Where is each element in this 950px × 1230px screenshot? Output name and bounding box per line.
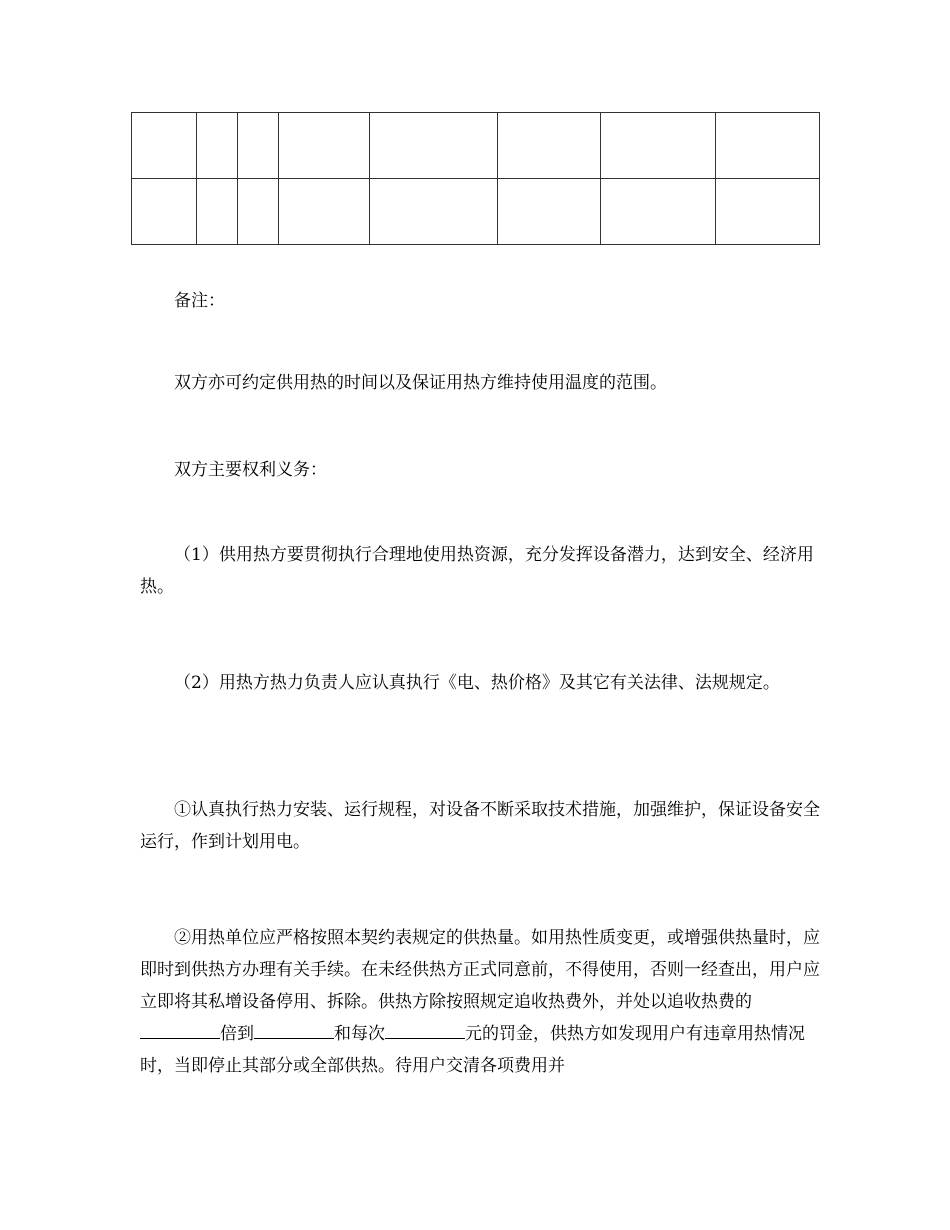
table-cell [197, 113, 238, 179]
table-cell [601, 113, 716, 179]
table-cell [601, 179, 716, 245]
table-cell [498, 179, 601, 245]
table-cell [370, 179, 498, 245]
table-cell [132, 113, 197, 179]
table-cell [370, 113, 498, 179]
table-cell [132, 179, 197, 245]
table-cell [279, 179, 370, 245]
table-row [132, 179, 820, 245]
fill-blank-fine-amount[interactable] [385, 1020, 465, 1039]
fill-blank-multiplier-from[interactable] [140, 1020, 220, 1039]
table-cell [716, 179, 820, 245]
paragraph-clause-2: （2）用热方热力负责人应认真执行《电、热价格》及其它有关法律、法规规定。 [174, 673, 780, 693]
clause-text-part-2: 倍到 [220, 1024, 254, 1044]
paragraph-clause-1: （1）供用热方要贯彻执行合理地使用热资源，充分发挥设备潜力，达到安全、经济用热。 [140, 545, 814, 597]
clause-text-part-1: ②用热单位应严格按照本契约表规定的供热量。如用热性质变更，或增强供热量时，应即时到供热方办理有关手续。在未经供热方正式同意前，不得使用，否则一经查出，用户应立即将其私增设备停用、拆除。供热方除按照规定追收热费外，并处以追收热费的 [140, 928, 820, 1012]
paragraph-heating-time: 双方亦可约定供用热的时间以及保证用热方维持使用温度的范围。 [174, 373, 667, 393]
table-cell [197, 179, 238, 245]
blank-data-table [131, 112, 820, 245]
table-cell [238, 113, 279, 179]
paragraph-clause-2-2 [140, 922, 820, 1082]
remark-label: 备注： [174, 291, 225, 311]
clause-text-part-4: 元的罚金，供热方如发现用户有违章用热情况时，当即停止其部分或全部供热。待用户交清各项费用并 [140, 1024, 805, 1076]
table-cell [498, 113, 601, 179]
table-cell [716, 113, 820, 179]
fill-blank-multiplier-to[interactable] [254, 1020, 334, 1039]
paragraph-clause-2-1: ①认真执行热力安装、运行规程，对设备不断采取技术措施，加强维护，保证设备安全运行，作到计划用电。 [140, 800, 820, 852]
paragraph-rights-heading: 双方主要权利义务： [174, 460, 327, 480]
table-cell [238, 179, 279, 245]
clause-text-part-3: 和每次 [334, 1024, 385, 1044]
table-row [132, 113, 820, 179]
table-cell [279, 113, 370, 179]
